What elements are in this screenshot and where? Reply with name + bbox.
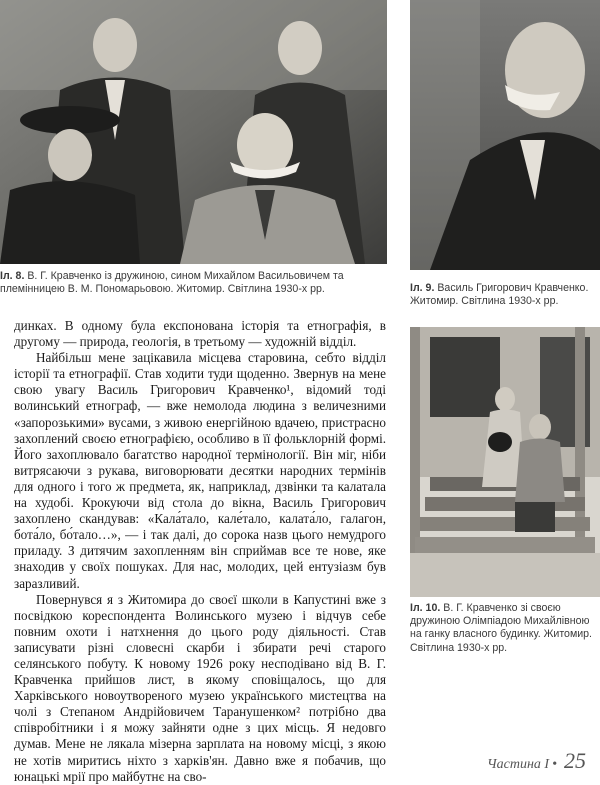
- caption-fig8: [0, 270, 388, 296]
- footer-separator: •: [552, 757, 557, 772]
- photo-fig9-image: [410, 0, 600, 270]
- caption-fig8-text: В. Г. Кравченко із дружиною, сином Михайлом Васильовичем та племінницею В. М. Пономарьовою. Житомир. Світлина 1930-х рр.: [0, 270, 344, 296]
- body-paragraph-3: Повернувся я з Житомира до своєї школи в Капустині вже з посвідкою кореспондента Волинського музею і відчув себе повним охоти і натхнення до цього роду діяльності. Став записувати різні словесні скарби і збирати речі старого селянського побуту. К новому 1926 року несподівано від В. Г. Кравченка прийшов лист, в якому сповіщалось, що для Харківського новоутвореного музею українського мистецтва на чолі з Степаном Андрійовичем Таранушенком² потрібно два співробітники і я можу зайняти одне з цих місць. Я недовго думав. Мене не лякала мізерна зарплата на новому місці, з якою не хотів миритись ніхто з харків'ян. Давно вже я побачив, що юнацькі мрії про майбутнє на сво-: [14, 591, 386, 784]
- body-text: [14, 318, 386, 785]
- body-paragraph-2: Найбільш мене зацікавила місцева старовина, себто відділ історії та етнографії. Став ходити туди щоденно. Звернув на мене свою увагу Василь Григорович Кравченко¹, відомий тоді волинський етнограф, — вже немолода людина з величезними «запорозькими» вусами, з живою енергійною вдачею, пристрасно захоплений своєю етнографією, особливо в її фольклорній формі. Його захоплювало багатство народної термінології. Він міг, ніби витрясаючи з рукава, виговорювати десятки народних термінів для одного і того ж предмета, як, наприклад, дзвінки та калатала на худобі. Крокуючи від стола до вікна, Василь Григорович захоплено скандував: «Кала́тало, кале́тало, калата́ло, галагон, бота́ло, бо́тало…», — і так далі, до сорока назв цього немудрого приладу. З дитячим захопленням він сприймав все те нове, яке знаходив у своїх пошуках. Для нас, молодих, цей ентузіазм був заразливий.: [14, 350, 386, 591]
- photo-fig8-image: [0, 0, 387, 264]
- photo-fig10: [410, 327, 600, 597]
- caption-fig9-text: Василь Григорович Кравченко. Житомир. Світлина 1930-х рр.: [410, 282, 589, 308]
- page-number: 25: [564, 748, 586, 773]
- body-paragraph-1: динках. В одному була експонована історія та етнографія, в другому — природа, геологія, в третьому — художній відділ.: [14, 318, 386, 350]
- photo-fig9: [410, 0, 600, 270]
- photo-fig10-image: [410, 327, 600, 597]
- page-footer: [487, 748, 586, 774]
- caption-fig10: [410, 602, 600, 655]
- caption-fig8-label: Іл. 8.: [0, 270, 25, 282]
- caption-fig9: [410, 282, 600, 308]
- footer-section: Частина I: [487, 757, 550, 772]
- caption-fig9-label: Іл. 9.: [410, 282, 435, 294]
- caption-fig10-text: В. Г. Кравченко зі своєю дружиною Олімпіадою Михайлівною на ганку власного будинку. Житомир. Світлина 1930-х рр.: [410, 602, 592, 654]
- photo-fig8: [0, 0, 387, 264]
- caption-fig10-label: Іл. 10.: [410, 602, 441, 614]
